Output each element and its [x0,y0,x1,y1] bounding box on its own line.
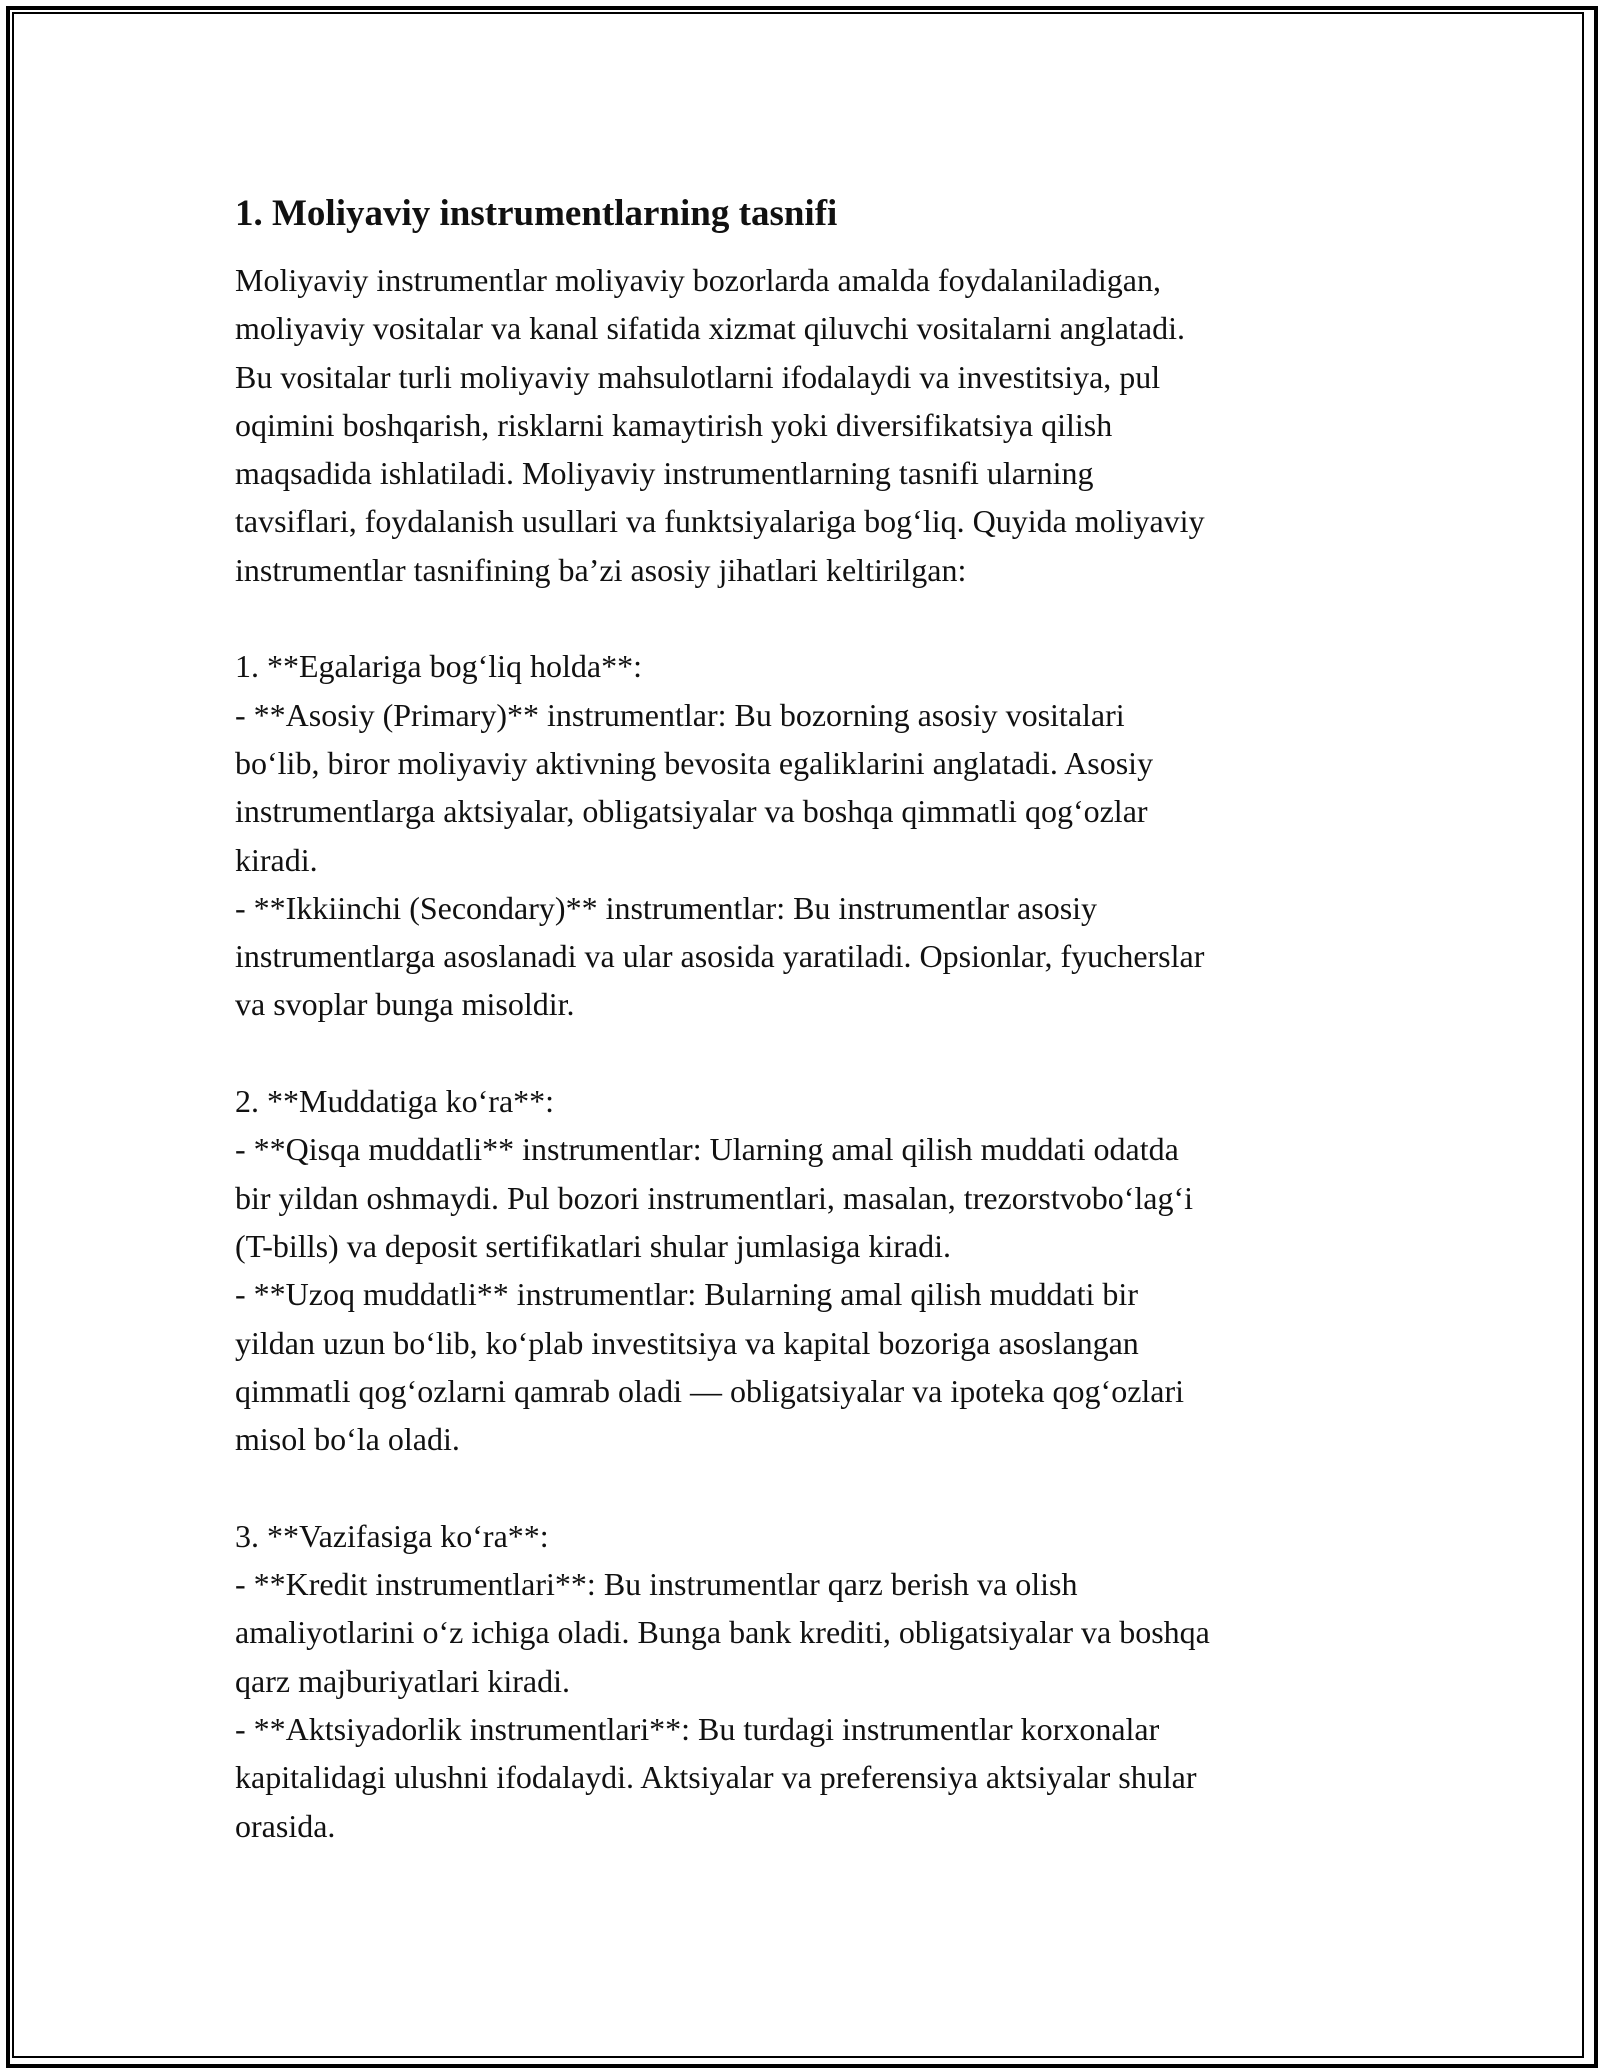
paragraph-spacer [235,594,1375,642]
list-item: - **Asosiy (Primary)** instrumentlar: Bu bozorning asosiy vositalari bo‘lib, biror moliyaviy aktivning bevosita egaliklarini anglatadi. Asosiy instrumentlarga aktsiyalar, obligatsiyalar va boshqa qimmatli qog‘ozlar kiradi. [235,696,1154,878]
list-item: - **Qisqa muddatli** instrumentlar: Ularning amal qilish muddati odatda bir yildan oshmaydi. Pul bozori instrumentlari, masalan, trezorstvobo‘lag‘i (T-bills) va deposit sertifikatlari shular jumlasiga kiradi. [235,1131,1194,1264]
section-ownership [235,642,1375,1028]
section-title: 2. **Muddatiga ko‘ra**: [235,1083,555,1120]
section-title: 3. **Vazifasiga ko‘ra**: [235,1517,549,1554]
list-item: - **Uzoq muddatli** instrumentlar: Bularning amal qilish muddati bir yildan uzun bo‘lib, ko‘plab investitsiya va kapital bozoriga asoslangan qimmatli qog‘ozlarni qamrab oladi — obligatsiyalar va ipoteka qog‘ozlari misol bo‘la oladi. [235,1276,1185,1458]
paragraph-spacer [235,1463,1375,1511]
list-item: - **Kredit instrumentlari**: Bu instrumentlar qarz berish va olish amaliyotlarini o‘z ichiga oladi. Bunga bank krediti, obligatsiyalar va boshqa qarz majburiyatlari kiradi. [235,1566,1210,1699]
section-heading: 1. Moliyaviy instrumentlarning tasnifi [235,193,838,234]
section-function [235,1512,1375,1850]
list-item: - **Ikkiinchi (Secondary)** instrumentlar: Bu instrumentlar asosiy instrumentlarga asoslanadi va ular asosida yaratiladi. Opsionlar, fyucherslar va svoplar bunga misoldir. [235,889,1205,1023]
intro-paragraph: Moliyaviy instrumentlar moliyaviy bozorlarda amalda foydalaniladigan, moliyaviy vositalar va kanal sifatida xizmat qiluvchi vositalarni anglatadi. Bu vositalar turli moliyaviy mahsulotlarni ifodalaydi va investitsiya, pul oqimini boshqarish, risklarni kamaytirish yoki diversifikatsiya qilish maqsadida ishlatiladi. Moliyaviy instrumentlarning tasnifi ularning tavsiflari, foydalanish usullari va funktsiyalariga bog‘liq. Quyida moliyaviy instrumentlar tasnifining ba’zi asosiy jihatlari keltirilgan: [235,262,1205,588]
list-item: - **Aktsiyadorlik instrumentlari**: Bu turdagi instrumentlar korxonalar kapitalidagi ulushni ifodalaydi. Aktsiyalar va preferensiya aktsiyalar shular orasida. [235,1710,1197,1844]
section-title: 1. **Egalariga bog‘liq holda**: [235,648,643,685]
paragraph-spacer [235,1029,1375,1077]
section-term [235,1077,1375,1463]
document-body [235,186,1375,1850]
